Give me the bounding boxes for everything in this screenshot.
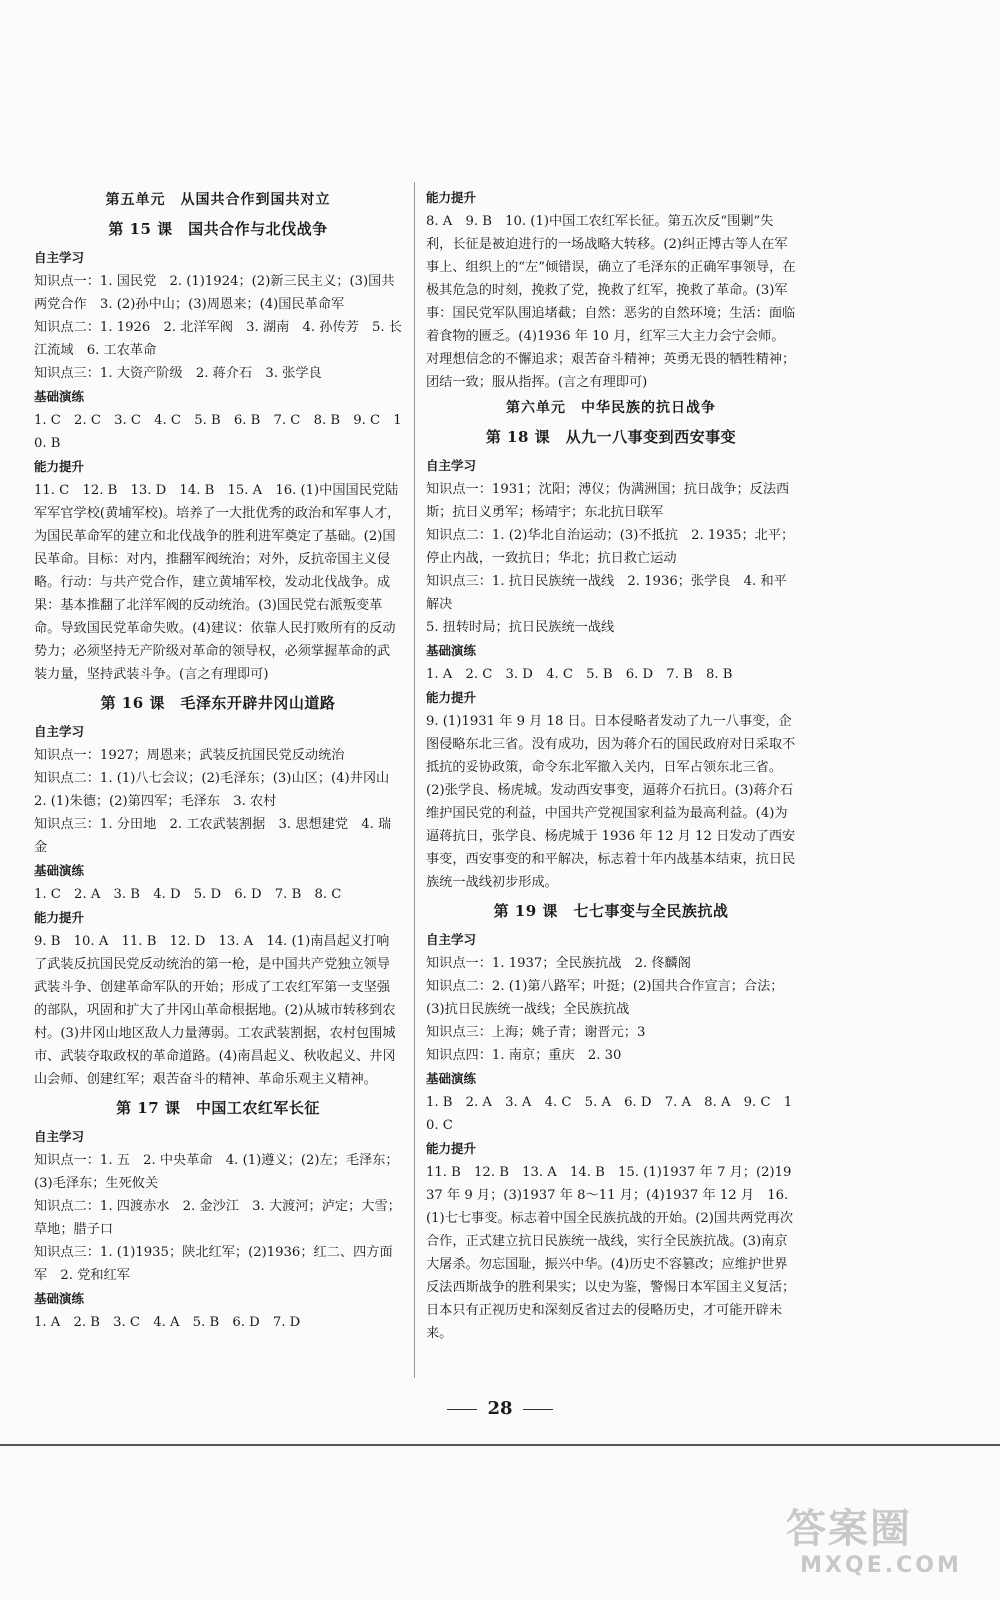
- answer-paragraph: 知识点一：1. 1937；全民族抗战 2. 佟麟阁: [426, 956, 691, 971]
- answer-paragraph: 知识点三：1. 分田地 2. 工农武装割据 3. 思想建党 4. 瑞金: [34, 817, 392, 855]
- answer-paragraph: 知识点四：1. 南京；重庆 2. 30: [426, 1048, 622, 1063]
- section-heading: 基础演练: [34, 863, 85, 878]
- lesson-15-title: 第 15 课 国共合作与北伐战争: [108, 220, 328, 238]
- answer-paragraph: 5. 扭转时局；抗日民族统一战线: [426, 620, 615, 635]
- answer-paragraph: 9. (1)1931 年 9 月 18 日。日本侵略者发动了九一八事变，企图侵略东北三省。没有成功，因为蒋介石的国民政府对日采取不抵抗的妥协政策，命令东北军撤入关内，日军占领东北三省。(2)张学良、杨虎城。发动西安事变，逼蒋介石抗日。(3)蒋介石维护国民党的利益，中国共产党视国家利益为最高利益。(4)为逼蒋抗日，张学良、杨虎城于 1936 年 12 月 12 日发动了西安事变，西安事变的和平解决，标志着十年内战基本结束，抗日民族统一战线初步形成。: [426, 714, 796, 890]
- section-heading: 能力提升: [426, 1141, 477, 1156]
- lesson-18-title: 第 18 课 从九一八事变到西安事变: [485, 428, 737, 446]
- answer-paragraph: 1. C 2. C 3. C 4. C 5. B 6. B 7. C 8. B 9. C 10. B: [34, 413, 402, 451]
- answer-paragraph: 知识点二：2. (1)第八路军；叶挺；(2)国共合作宣言；合法；(3)抗日民族统一战线；全民族抗战: [426, 979, 784, 1017]
- section-heading: 基础演练: [426, 1071, 477, 1086]
- right-column: [426, 186, 796, 1345]
- answer-paragraph: 知识点三：1. (1)1935；陕北红军；(2)1936；红二、四方面军 2. 党和红军: [34, 1245, 393, 1283]
- section-heading: 自主学习: [426, 932, 477, 947]
- answer-paragraph: 8. A 9. B 10. (1)中国工农红军长征。第五次反“围剿”失利，长征是被迫进行的一场战略大转移。(2)纠正博古等人在军事上、组织上的“左”倾错误，确立了毛泽东的正确军事领导，在极其危急的时刻，挽救了党，挽救了红军，挽救了革命。(3)军事：国民党军队围追堵截；自然：恶劣的自然环境；生活：面临着食物的匮乏。(4)1936 年 10 月，红军三大主力会宁会师。对理想信念的不懈追求；艰苦奋斗精神；英勇无畏的牺牲精神；团结一致；服从指挥。(言之有理即可): [426, 214, 796, 390]
- answer-paragraph: 知识点三：1. 抗日民族统一战线 2. 1936；张学良 4. 和平解决: [426, 574, 787, 612]
- section-heading: 自主学习: [34, 1129, 85, 1144]
- answer-paragraph: 知识点一：1. 五 2. 中央革命 4. (1)遵义；(2)左；毛泽东；(3)毛泽东；生死攸关: [34, 1153, 399, 1191]
- lesson-19-title: 第 19 课 七七事变与全民族抗战: [493, 902, 729, 920]
- answer-paragraph: 2. (1)朱德；(2)第四军；毛泽东 3. 农村: [34, 794, 277, 809]
- page-number: 28: [487, 1398, 513, 1419]
- answer-paragraph: 11. B 12. B 13. A 14. B 15. (1)1937 年 7 月；(2)1937 年 9 月；(3)1937 年 8～11 月；(4)1937 年 12 月 16. (1)七七事变。标志着中国全民族抗战的开始。(2)国共两党再次合作，正式建立抗日民族统一战线，实行全民族抗战。(3)南京大屠杀。勿忘国耻，振兴中华。(4)历史不容篡改；应维护世界反法西斯战争的胜利果实；以史为鉴，警惕日本军国主义复活；日本只有正视历史和深刻反省过去的侵略历史，才可能开辟未来。: [426, 1165, 796, 1341]
- watermark-text: 答案圈: [786, 1506, 912, 1552]
- section-heading: 能力提升: [34, 459, 85, 474]
- answer-paragraph: 知识点二：1. (1)八七会议；(2)毛泽东；(3)山区；(4)井冈山: [34, 771, 390, 786]
- answer-paragraph: 知识点二：1. (2)华北自治运动；(3)不抵抗 2. 1935；北平；停止内战，一致抗日；华北；抗日救亡运动: [426, 528, 795, 566]
- answer-paragraph: 9. B 10. A 11. B 12. D 13. A 14. (1)南昌起义打响了武装反抗国民党反动统治的第一枪，是中国共产党独立领导武装斗争、创建革命军队的开始；形成了工农红军第一支坚强的部队，巩固和扩大了井冈山革命根据地。(2)从城市转移到农村。(3)井冈山地区敌人力量薄弱。工农武装割据，农村包围城市、武装夺取政权的革命道路。(4)南昌起义、秋收起义、井冈山会师、创建红军；艰苦奋斗的精神、革命乐观主义精神。: [34, 934, 396, 1087]
- section-heading: 基础演练: [34, 389, 85, 404]
- answer-paragraph: 1. A 2. C 3. D 4. C 5. B 6. D 7. B 8. B: [426, 667, 733, 682]
- bottom-rule: [0, 1444, 1000, 1446]
- answer-paragraph: 知识点一：1931；沈阳；溥仪；伪满洲国；抗日战争；反法西斯；抗日义勇军；杨靖宇；东北抗日联军: [426, 482, 790, 520]
- section-heading: 能力提升: [34, 910, 85, 925]
- answer-paragraph: 知识点三：1. 大资产阶级 2. 蒋介石 3. 张学良: [34, 366, 322, 381]
- section-heading: 基础演练: [34, 1291, 85, 1306]
- section-heading: 自主学习: [426, 458, 477, 473]
- answer-paragraph: 1. B 2. A 3. A 4. C 5. A 6. D 7. A 8. A 9. C 10. C: [426, 1095, 793, 1133]
- answer-paragraph: 知识点二：1. 1926 2. 北洋军阀 3. 湖南 4. 孙传芳 5. 长江流域 6. 工农革命: [34, 320, 402, 358]
- section-heading: 能力提升: [426, 690, 477, 705]
- answer-paragraph: 知识点三：上海；姚子青；谢晋元；3: [426, 1025, 646, 1040]
- section-heading: 自主学习: [34, 724, 85, 739]
- column-divider: [414, 182, 415, 1378]
- unit-5-title: 第五单元 从国共合作到国共对立: [105, 192, 331, 208]
- page-number-footer: [0, 1398, 1000, 1419]
- unit-6-title: 第六单元 中华民族的抗日战争: [506, 400, 716, 416]
- lesson-17-title: 第 17 课 中国工农红军长征: [116, 1099, 320, 1117]
- section-heading: 自主学习: [34, 250, 85, 265]
- lesson-16-title: 第 16 课 毛泽东开辟井冈山道路: [100, 694, 336, 712]
- left-column: [34, 186, 402, 1334]
- section-heading: 基础演练: [426, 643, 477, 658]
- section-heading: 能力提升: [426, 190, 477, 205]
- footer-dash: [523, 1409, 553, 1410]
- answer-paragraph: 1. A 2. B 3. C 4. A 5. B 6. D 7. D: [34, 1315, 301, 1330]
- answer-paragraph: 1. C 2. A 3. B 4. D 5. D 6. D 7. B 8. C: [34, 887, 342, 902]
- answer-paragraph: 知识点一：1. 国民党 2. (1)1924；(2)新三民主义；(3)国共两党合作 3. (2)孙中山；(3)周恩来；(4)国民革命军: [34, 274, 395, 312]
- answer-paragraph: 11. C 12. B 13. D 14. B 15. A 16. (1)中国国民党陆军军官学校(黄埔军校)。培养了一大批优秀的政治和军事人才，为国民革命军的建立和北伐战争的胜利进军奠定了基础。(2)国民革命。目标：对内，推翻军阀统治；对外，反抗帝国主义侵略。行动：与共产党合作，建立黄埔军校，发动北伐战争。成果：基本推翻了北洋军阀的反动统治。(3)国民党右派叛变革命。导致国民党革命失败。(4)建议：依靠人民打败所有的反动势力；必须坚持无产阶级对革命的领导权，必须掌握革命的武装力量，坚持武装斗争。(言之有理即可): [34, 483, 401, 682]
- answer-paragraph: 知识点一：1927；周恩来；武装反抗国民党反动统治: [34, 748, 345, 763]
- watermark-logo: [786, 1505, 976, 1585]
- answer-paragraph: 知识点二：1. 四渡赤水 2. 金沙江 3. 大渡河；泸定；大雪；草地；腊子口: [34, 1199, 401, 1237]
- footer-dash: [447, 1409, 477, 1410]
- watermark-url: MXQE.COM: [800, 1553, 962, 1578]
